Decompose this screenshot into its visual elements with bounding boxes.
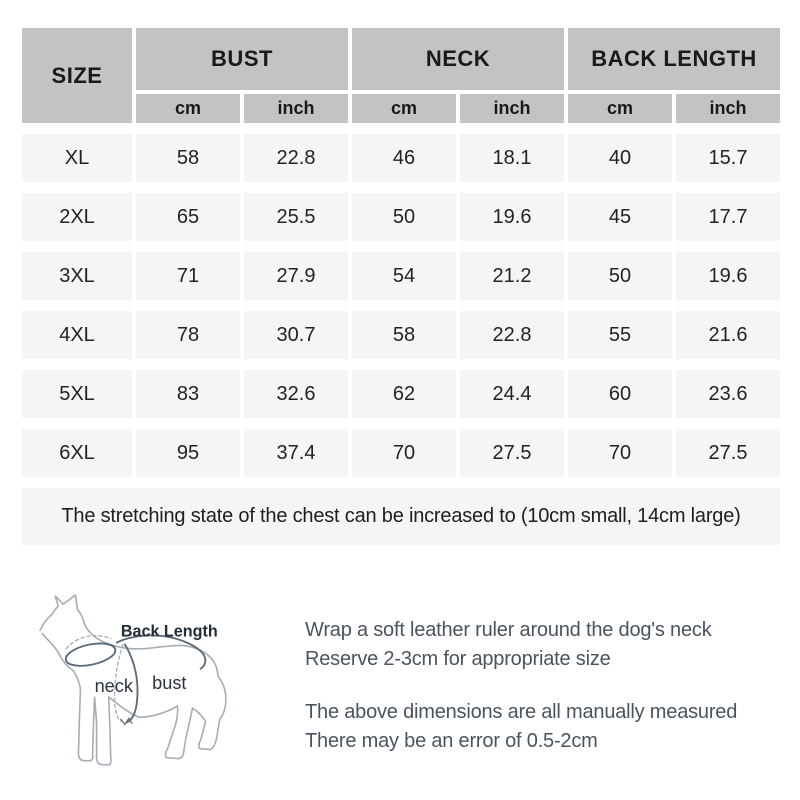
measurement-cell: 15.7	[676, 134, 780, 182]
measurement-cell: 22.8	[460, 311, 564, 359]
measurement-cell: 21.6	[676, 311, 780, 359]
instruction-line: Reserve 2-3cm for appropriate size	[305, 648, 611, 670]
measurement-cell: 27.9	[244, 252, 348, 300]
measurement-cell: 70	[568, 429, 672, 477]
row-size-label: 3XL	[22, 252, 132, 300]
dog-belly	[139, 706, 177, 717]
dog-body-outline	[40, 595, 226, 749]
subheader-bust-cm: cm	[136, 94, 240, 123]
subheader-backlength-cm: cm	[568, 94, 672, 123]
measurement-cell: 22.8	[244, 134, 348, 182]
size-table	[22, 28, 780, 545]
subheader-backlength-inch: inch	[676, 94, 780, 123]
measurement-cell: 45	[568, 193, 672, 241]
measurement-cell: 62	[352, 370, 456, 418]
measurement-cell: 70	[352, 429, 456, 477]
measurement-cell: 32.6	[244, 370, 348, 418]
measurement-cell: 54	[352, 252, 456, 300]
measurement-cell: 25.5	[244, 193, 348, 241]
measurement-cell: 27.5	[460, 429, 564, 477]
instruction-line: Wrap a soft leather ruler around the dog's neck	[305, 619, 712, 641]
measurement-cell: 78	[136, 311, 240, 359]
measurement-cell: 21.2	[460, 252, 564, 300]
measurement-cell: 65	[136, 193, 240, 241]
row-size-label: 5XL	[22, 370, 132, 418]
measurement-cell: 24.4	[460, 370, 564, 418]
measurement-cell: 19.6	[676, 252, 780, 300]
row-size-label: 2XL	[22, 193, 132, 241]
measurement-cell: 46	[352, 134, 456, 182]
row-size-label: 4XL	[22, 311, 132, 359]
measuring-instructions	[305, 616, 737, 756]
table-body	[22, 134, 780, 477]
dog-chest-front-legs	[42, 633, 139, 764]
subheader-neck-inch: inch	[460, 94, 564, 123]
header-neck: NECK	[352, 28, 564, 90]
instruction-paragraph-1	[305, 616, 737, 674]
instruction-line: There may be an error of 0.5-2cm	[305, 730, 598, 752]
subheader-bust-inch: inch	[244, 94, 348, 123]
measurement-cell: 55	[568, 311, 672, 359]
measurement-cell: 23.6	[676, 370, 780, 418]
measurement-cell: 50	[352, 193, 456, 241]
measurement-cell: 18.1	[460, 134, 564, 182]
table-header	[22, 28, 780, 123]
instruction-paragraph-2	[305, 698, 737, 756]
measurement-cell: 17.7	[676, 193, 780, 241]
measurement-cell: 60	[568, 370, 672, 418]
back-length-label: Back Length	[120, 622, 218, 641]
subheader-neck-cm: cm	[352, 94, 456, 123]
measurement-cell: 58	[352, 311, 456, 359]
instruction-line: The above dimensions are all manually measured	[305, 701, 738, 723]
measurement-cell: 95	[136, 429, 240, 477]
header-size: SIZE	[22, 28, 132, 123]
header-back-length: BACK LENGTH	[568, 28, 780, 90]
header-bust: BUST	[136, 28, 348, 90]
row-size-label: 6XL	[22, 429, 132, 477]
neck-label: neck	[94, 675, 133, 696]
measurement-cell: 30.7	[244, 311, 348, 359]
dog-measurement-diagram	[32, 592, 244, 794]
measurement-cell: 27.5	[676, 429, 780, 477]
table-note: The stretching state of the chest can be increased to (10cm small, 14cm large)	[22, 488, 780, 545]
row-size-label: XL	[22, 134, 132, 182]
measurement-cell: 71	[136, 252, 240, 300]
bust-label: bust	[152, 672, 187, 693]
measurement-cell: 50	[568, 252, 672, 300]
measurement-cell: 58	[136, 134, 240, 182]
measurement-cell: 83	[136, 370, 240, 418]
dog-hind-leg	[165, 706, 192, 758]
measurement-cell: 37.4	[244, 429, 348, 477]
measurement-cell: 40	[568, 134, 672, 182]
measurement-cell: 19.6	[460, 193, 564, 241]
